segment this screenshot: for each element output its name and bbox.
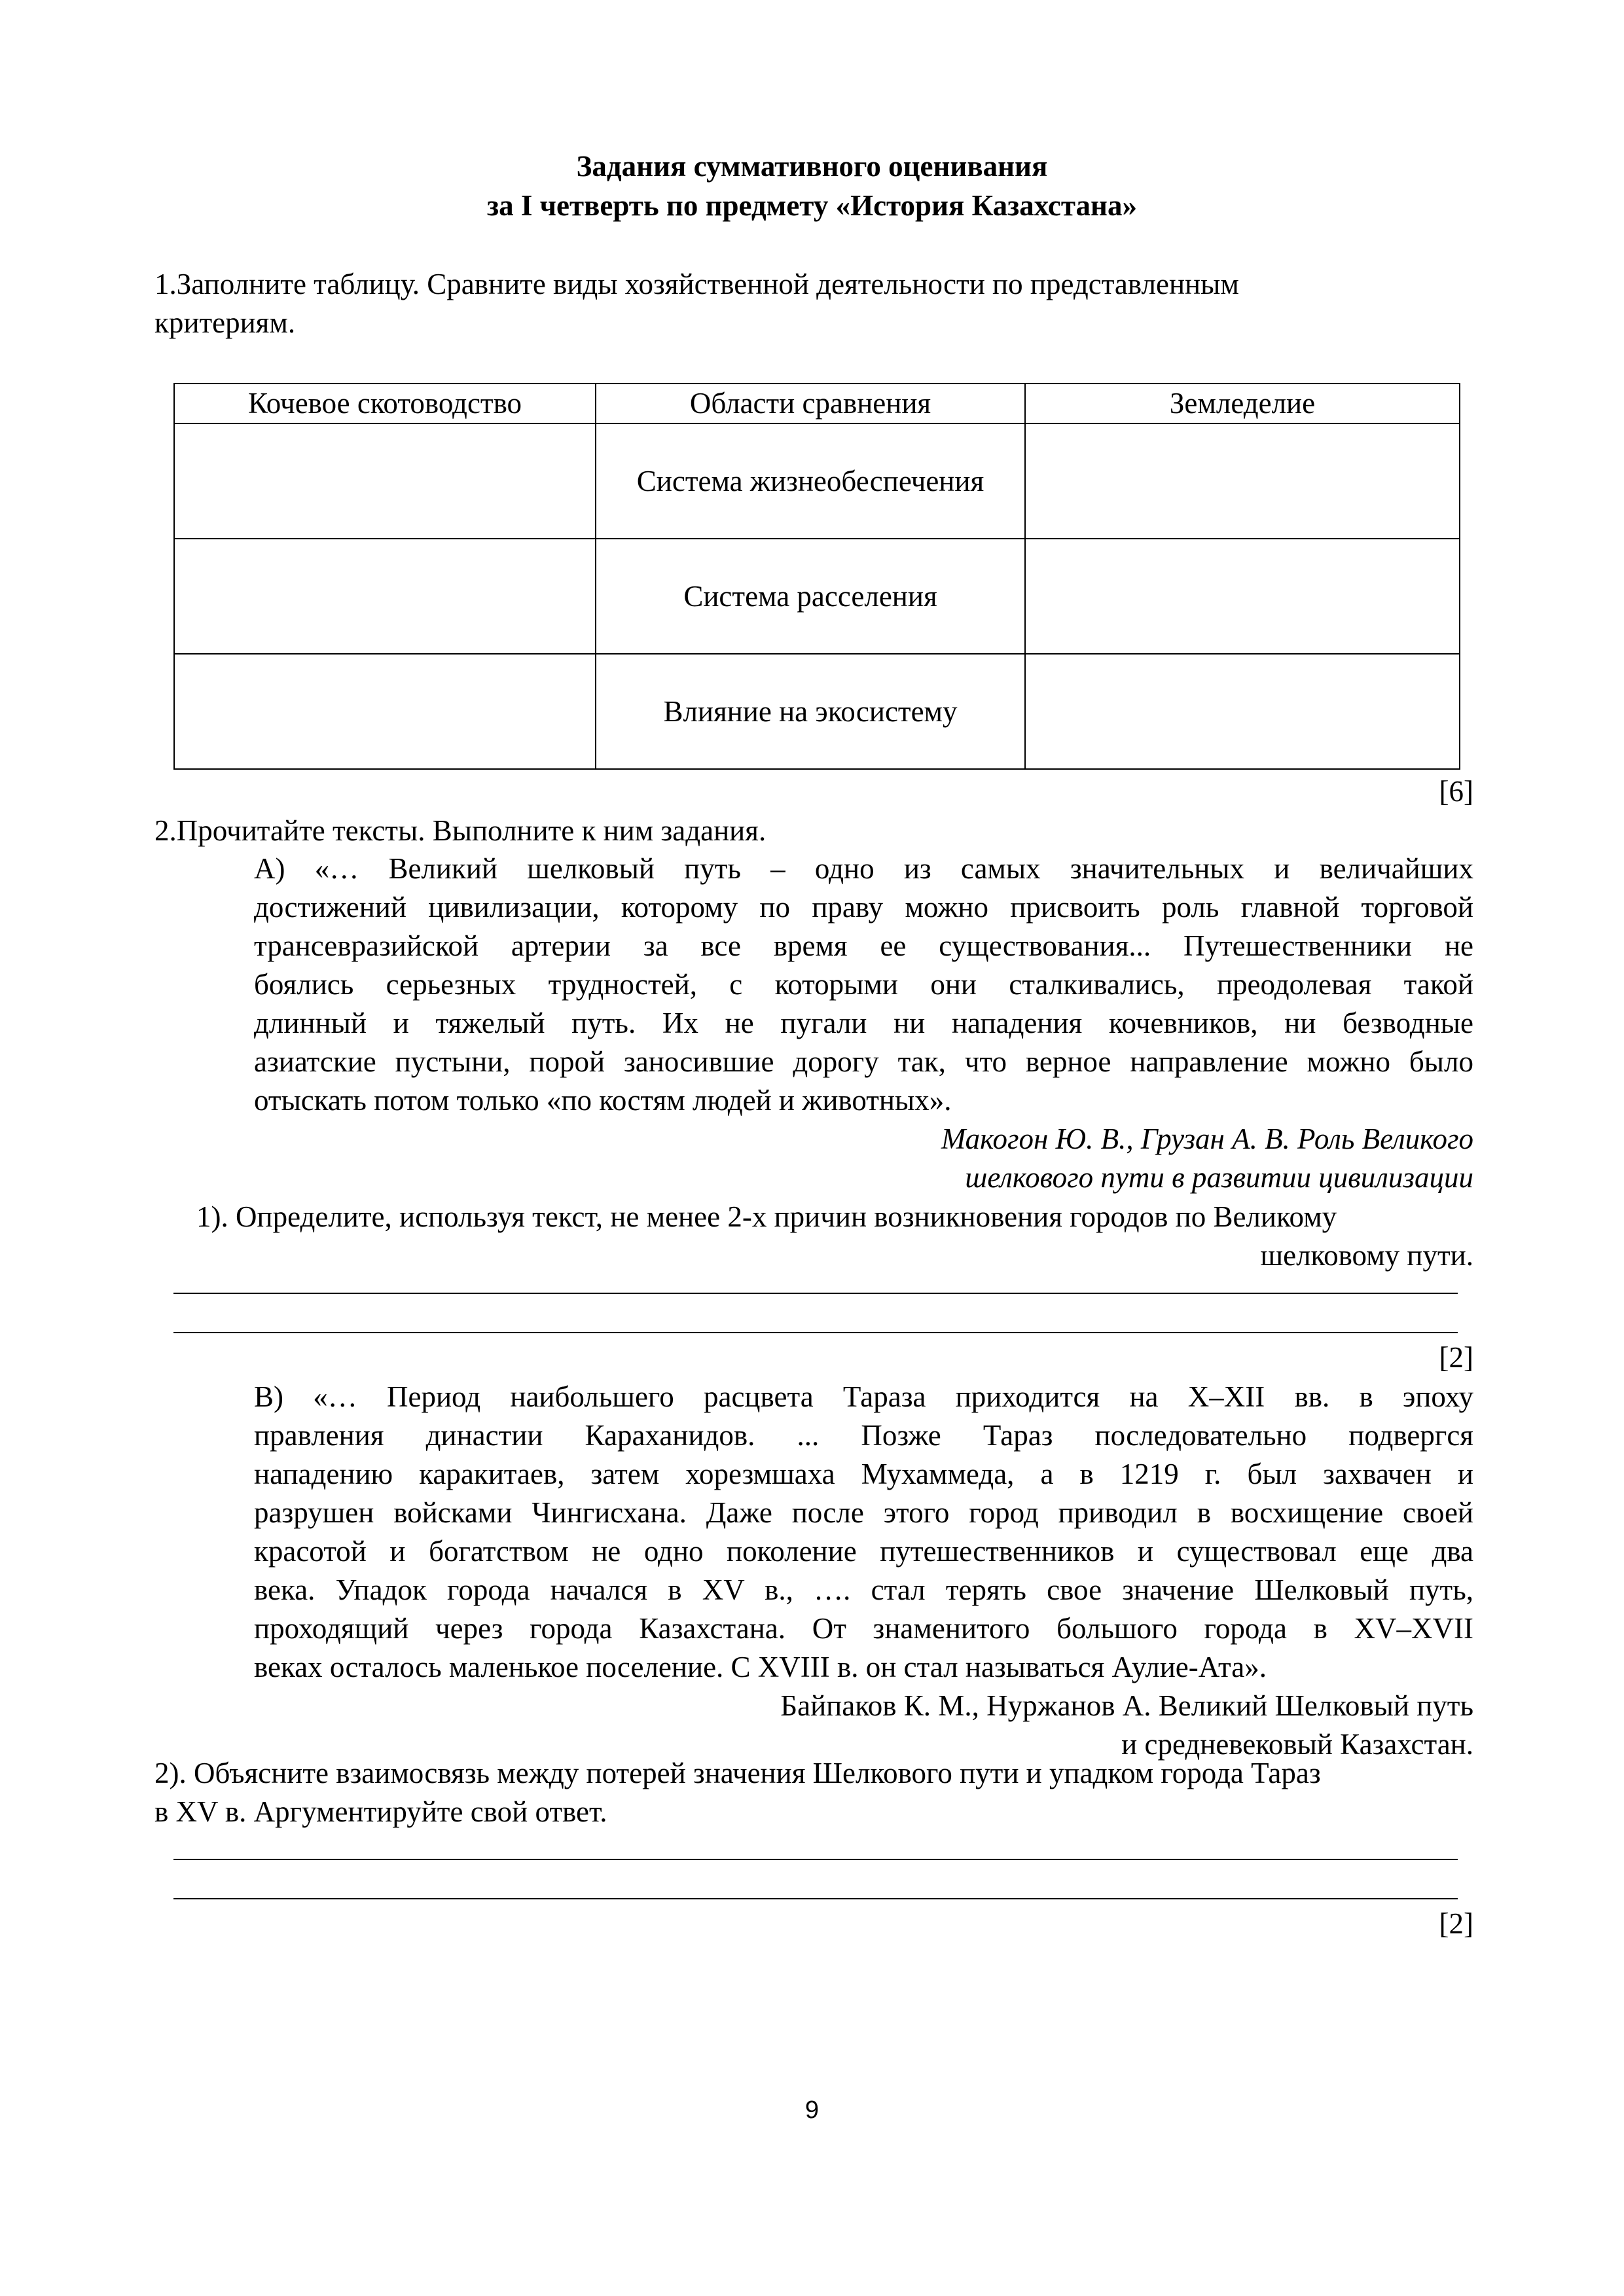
answer-cell-agriculture[interactable] <box>1025 423 1460 539</box>
text-b-line: нападению каракитаев, затем хорезмшаха Мухаммеда, а в 1219 г. был захвачен и <box>254 1458 1473 1490</box>
answer-line-2[interactable] <box>173 1332 1458 1333</box>
text-b-line: века. Упадок города начался в XV в., …. стал терять свое значение Шелковый путь, <box>254 1573 1473 1606</box>
text-b-line: правления династии Караханидов. ... Позже Тараз последовательно подвергся <box>254 1419 1473 1452</box>
text-a-line: длинный и тяжелый путь. Их не пугали ни нападения кочевников, ни безводные <box>254 1007 1473 1039</box>
table-row <box>174 423 1460 539</box>
answer-cell-agriculture[interactable] <box>1025 539 1460 654</box>
answer-cell-nomadic[interactable] <box>174 654 596 769</box>
title-line-1: Задания суммативного оценивания <box>576 150 1048 183</box>
text-b-line: веках осталось маленькое поселение. С XVIII в. он стал называться Аулие-Ата». <box>254 1651 1267 1683</box>
header-agriculture: Земледелие <box>1025 384 1460 423</box>
answer-line-3[interactable] <box>173 1859 1458 1860</box>
text-a-block <box>254 850 1473 1197</box>
criterion-cell: Система расселения <box>596 539 1025 654</box>
text-b-source-line-1: Байпаков К. М., Нуржанов А. Великий Шелковый путь <box>780 1689 1473 1722</box>
document-title <box>0 147 1624 226</box>
comparison-table <box>173 383 1460 770</box>
question-2-line-1: 2). Объясните взаимосвязь между потерей значения Шелкового пути и упадком города Тараз <box>154 1757 1321 1789</box>
text-b-line: проходящий через города Казахстана. От знаменитого большого города в XV–XVII <box>254 1612 1473 1645</box>
answer-line-1[interactable] <box>173 1293 1458 1294</box>
table-header-row <box>174 384 1460 423</box>
question-2-score: [2] <box>1439 1907 1473 1940</box>
title-line-2: за I четверть по предмету «История Казахстана» <box>487 189 1137 222</box>
criterion-cell: Система жизнеобеспечения <box>596 423 1025 539</box>
question-1 <box>196 1198 1473 1275</box>
task1-score: [6] <box>1439 775 1473 808</box>
text-a-line: достижений цивилизации, которому по праву можно присвоить роль главной торговой <box>254 891 1473 924</box>
answer-cell-nomadic[interactable] <box>174 423 596 539</box>
table-row <box>174 539 1460 654</box>
text-b-block <box>254 1378 1473 1764</box>
header-nomadic-herding: Кочевое скотоводство <box>174 384 596 423</box>
text-a-line: азиатские пустыни, порой заносившие дорогу так, что верное направление можно было <box>254 1045 1473 1078</box>
text-a-source-line-1: Макогон Ю. В., Грузан А. В. Роль Великого <box>941 1122 1473 1155</box>
task1-prompt-line-1: 1.Заполните таблицу. Сравните виды хозяйственной деятельности по представленным <box>154 268 1239 300</box>
text-b-source-line-2: и средневековый Казахстан. <box>1121 1728 1473 1761</box>
text-b-line: красотой и богатством не одно поколение путешественников и существовал еще два <box>254 1535 1473 1568</box>
text-b-line: разрушен войсками Чингисхана. Даже после этого город приводил в восхищение своей <box>254 1496 1473 1529</box>
task2-prompt: 2.Прочитайте тексты. Выполните к ним задания. <box>154 814 767 847</box>
table-row <box>174 654 1460 769</box>
answer-cell-agriculture[interactable] <box>1025 654 1460 769</box>
text-a-line: отыскать потом только «по костям людей и животных». <box>254 1084 952 1117</box>
text-a-line: боялись серьезных трудностей, с которыми они сталкивались, преодолевая такой <box>254 968 1473 1001</box>
text-a-line: трансевразийской артерии за все время ее существования... Путешественники не <box>254 929 1473 962</box>
question-1-line-1: 1). Определите, используя текст, не менее 2-х причин возникновения городов по Великому <box>196 1200 1337 1233</box>
task1-prompt-line-2: критериям. <box>154 306 296 339</box>
question-1-score: [2] <box>1439 1341 1473 1374</box>
text-a-line: А) «… Великий шелковый путь – одно из самых значительных и величайших <box>254 852 1473 885</box>
answer-line-4[interactable] <box>173 1898 1458 1899</box>
criterion-cell: Влияние на экосистему <box>596 654 1025 769</box>
question-1-line-2: шелковому пути. <box>1260 1239 1473 1272</box>
page-number: 9 <box>804 2096 820 2124</box>
answer-cell-nomadic[interactable] <box>174 539 596 654</box>
header-comparison-areas: Области сравнения <box>596 384 1025 423</box>
text-b-line: В) «… Период наибольшего расцвета Тараза приходится на X–XII вв. в эпоху <box>254 1380 1473 1413</box>
text-a-source-line-2: шелкового пути в развитии цивилизации <box>965 1161 1473 1194</box>
question-2-line-2: в XV в. Аргументируйте свой ответ. <box>154 1795 607 1828</box>
